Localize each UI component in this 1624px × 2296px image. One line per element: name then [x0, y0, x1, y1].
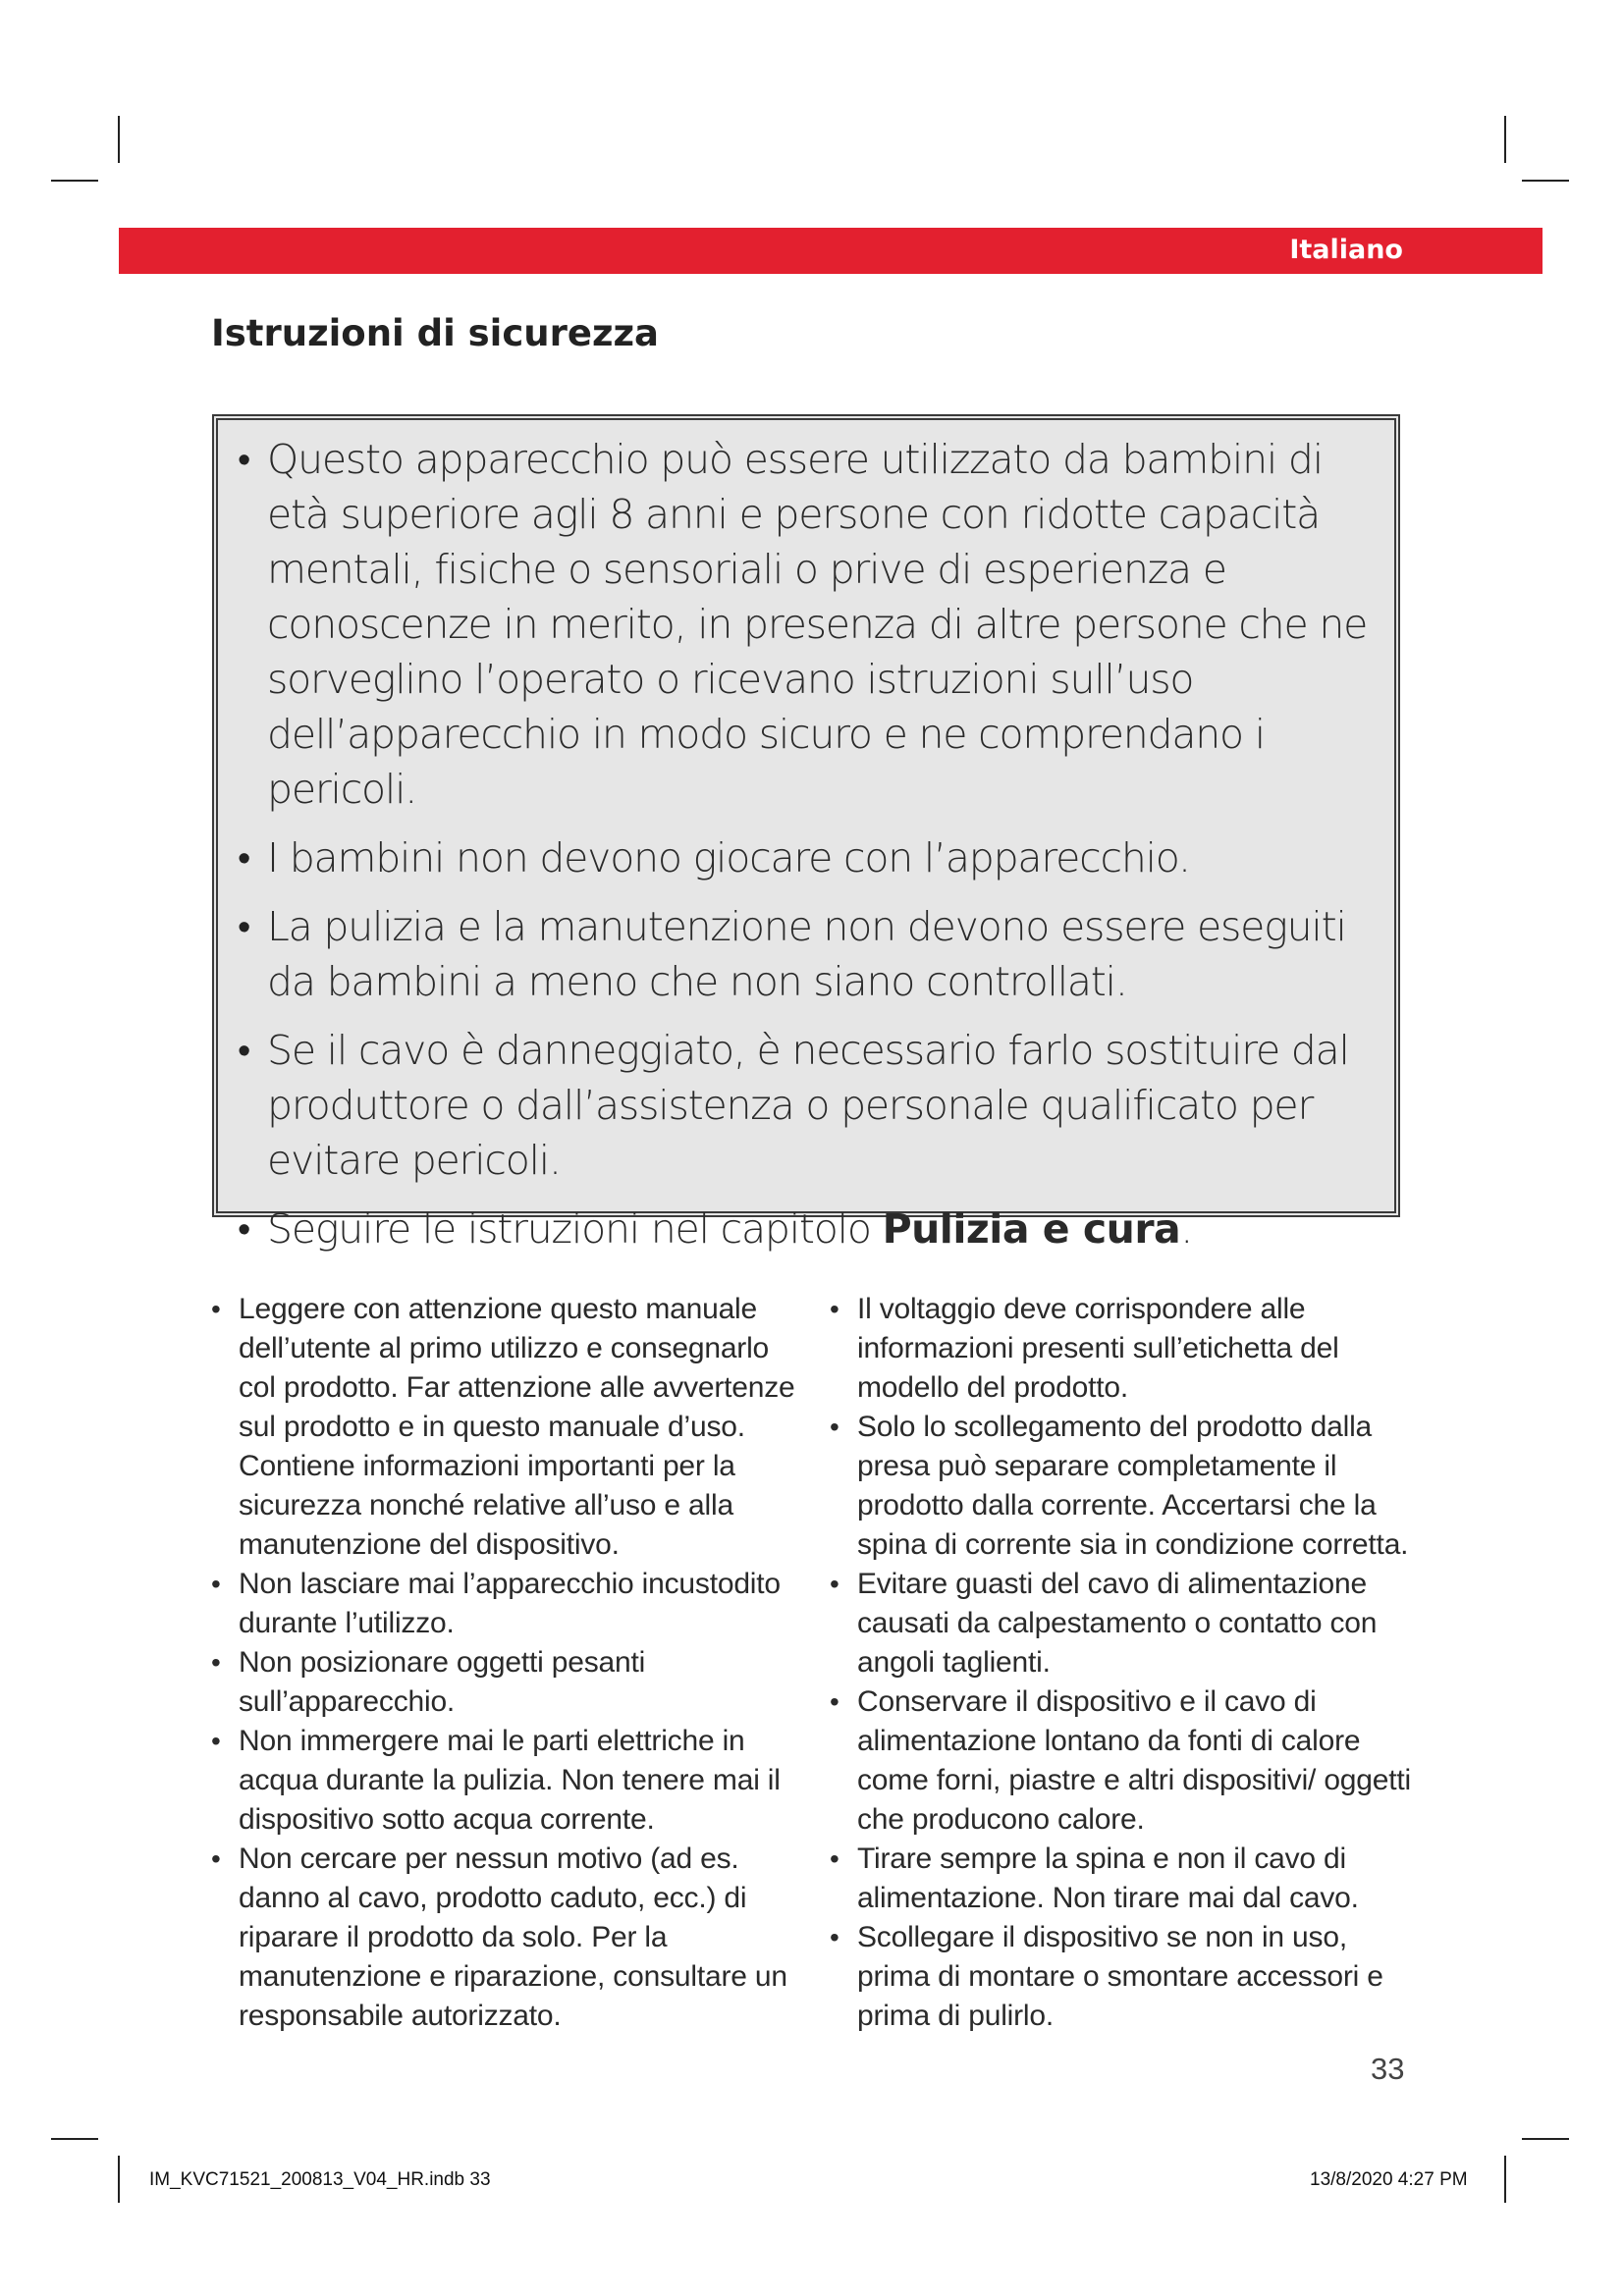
right-column: [830, 1290, 1419, 2036]
warning-list: [238, 432, 1375, 1256]
warning-item: • I bambini non devono giocare con l’apparecchio.: [238, 830, 1375, 885]
footer-file-name: IM_KVC71521_200813_V04_HR.indb 33: [149, 2169, 491, 2190]
footer-datetime: 13/8/2020 4:27 PM: [1310, 2169, 1468, 2190]
warning-item-punct: .: [1180, 1205, 1193, 1253]
crop-mark: [51, 2138, 98, 2140]
warning-item: • Se il cavo è danneggiato, è necessario farlo sostituire dal produttore o dall’assistenza o personale qualificato per evitare pericoli.: [238, 1023, 1375, 1188]
list-item: • Evitare guasti del cavo di alimentazione causati da calpestamento o contatto con angoli taglienti.: [830, 1565, 1419, 1682]
language-header-bar: [119, 228, 1543, 274]
list-item: • Tirare sempre la spina e non il cavo di alimentazione. Non tirare mai dal cavo.: [830, 1840, 1419, 1918]
list-item: • Non posizionare oggetti pesanti sull’apparecchio.: [211, 1643, 800, 1722]
warning-item-text: Seguire le istruzioni nel capitolo: [267, 1205, 883, 1253]
list-item: • Non cercare per nessun motivo (ad es. danno al cavo, prodotto caduto, ecc.) di riparare il prodotto da solo. Per la manutenzione e riparazione, consultare un responsabile autorizzato.: [211, 1840, 800, 2036]
list-item: • Leggere con attenzione questo manuale dell’utente al primo utilizzo e consegnarlo col prodotto. Far attenzione alle avvertenze sul prodotto e in questo manuale d’uso. Contiene informazioni importanti per la sicurezza nonché relative all’uso e alla manutenzione del dispositivo.: [211, 1290, 800, 1565]
page-title: Istruzioni di sicurezza: [211, 312, 660, 354]
crop-mark: [118, 116, 120, 163]
chapter-reference: Pulizia e cura: [882, 1205, 1181, 1253]
list-item: • Conservare il dispositivo e il cavo di alimentazione lontano da fonti di calore come forni, piastre e altri dispositivi/ oggetti che producono calore.: [830, 1682, 1419, 1840]
left-column: [211, 1290, 800, 2036]
page-number: 33: [1371, 2052, 1405, 2086]
crop-mark: [1522, 2138, 1569, 2140]
crop-mark: [1504, 2156, 1506, 2203]
list-item: • Non lasciare mai l’apparecchio incustodito durante l’utilizzo.: [211, 1565, 800, 1643]
list-item: • Il voltaggio deve corrispondere alle informazioni presenti sull’etichetta del modello del prodotto.: [830, 1290, 1419, 1408]
safety-warning-box: [212, 414, 1400, 1253]
crop-mark: [118, 2156, 120, 2203]
crop-mark: [1504, 116, 1506, 163]
warning-item: • La pulizia e la manutenzione non devono essere eseguiti da bambini a meno che non siano controllati.: [238, 899, 1375, 1009]
list-item: • Solo lo scollegamento del prodotto dalla presa può separare completamente il prodotto dalla corrente. Accertarsi che la spina di corrente sia in condizione corretta.: [830, 1408, 1419, 1565]
crop-mark: [1522, 180, 1569, 182]
list-item: • Scollegare il dispositivo se non in uso, prima di montare o smontare accessori e prima di pulirlo.: [830, 1918, 1419, 2036]
list-item: • Non immergere mai le parti elettriche in acqua durante la pulizia. Non tenere mai il dispositivo sotto acqua corrente.: [211, 1722, 800, 1840]
language-label: Italiano: [1289, 235, 1403, 265]
warning-item: [238, 1201, 1375, 1256]
warning-item: • Questo apparecchio può essere utilizzato da bambini di età superiore agli 8 anni e persone con ridotte capacità mentali, fisiche o sensoriali o prive di esperienza e conoscenze in merito, in presenza di altre persone che ne sorveglino l’operato o ricevano istruzioni sull’uso dell’apparecchio in modo sicuro e ne comprendano i pericoli.: [238, 432, 1375, 817]
crop-mark: [51, 180, 98, 182]
